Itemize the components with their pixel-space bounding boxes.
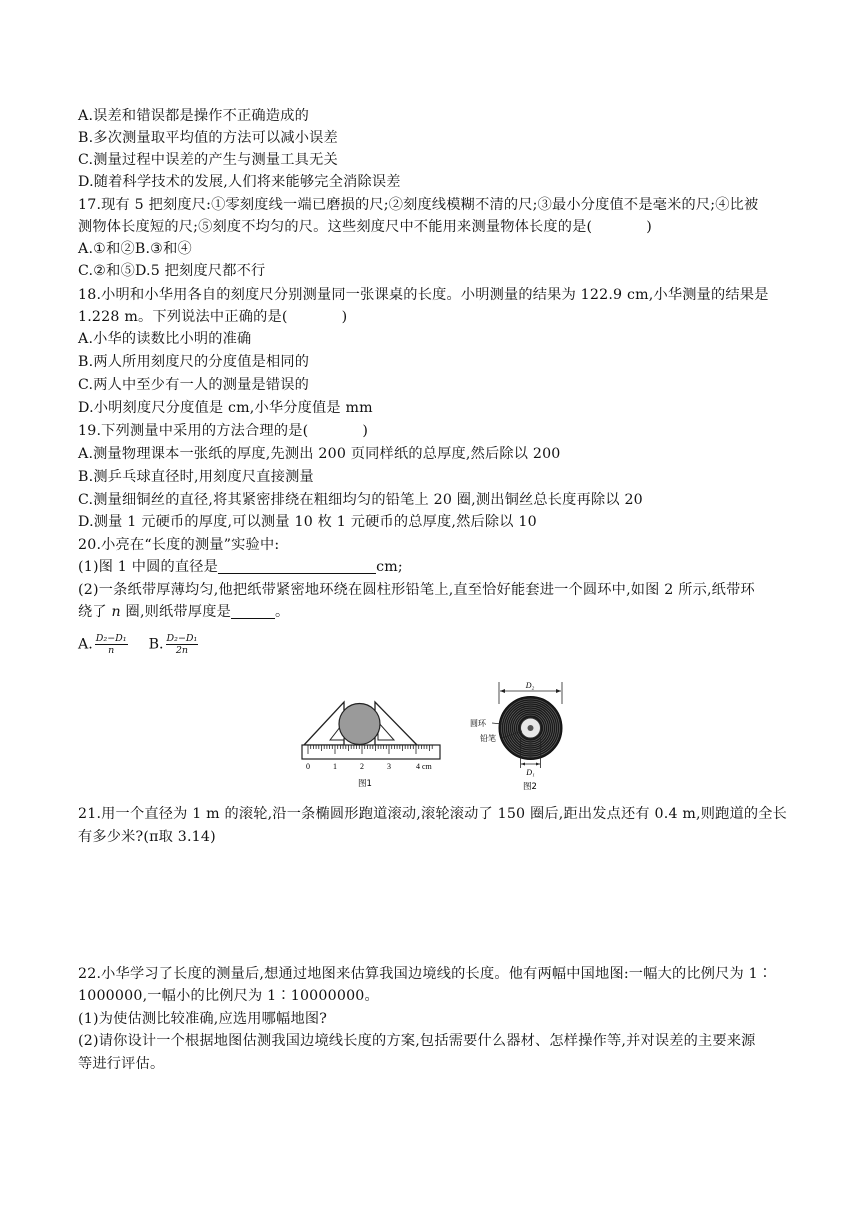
- q20-part2-line1: (2)一条纸带厚薄均匀,他把纸带紧密地环绕在圆柱形铅笔上,直至恰好能套进一个圆环中,如图 2 所示,纸带环: [78, 582, 755, 598]
- ruler-label: 2: [360, 762, 364, 771]
- q22-part1: (1)为使估测比较准确,应选用哪幅地图?: [78, 1011, 328, 1027]
- ruler-label: 1: [333, 762, 337, 771]
- q17-stem-line2: [78, 216, 652, 238]
- q19-option-d: D.测量 1 元硬币的厚度,可以测量 10 枚 1 元硬币的总厚度,然后除以 10: [78, 514, 537, 530]
- q18-paren-close: ): [341, 309, 348, 325]
- q20-part2-end: 。: [274, 604, 290, 620]
- q20-part2-line2: [78, 601, 289, 623]
- ruler-body: [302, 745, 440, 759]
- q20-option-a-label: A.: [78, 636, 93, 653]
- figure-1-caption: 图1: [358, 779, 372, 789]
- ruler-label: 3: [387, 762, 391, 771]
- q20-stem: 20.小亮在“长度的测量”实验中:: [78, 537, 280, 553]
- fraction-b-numerator: D₂−D₁: [166, 633, 198, 644]
- q17-paren-close: ): [646, 219, 653, 235]
- q18-stem-line2: [78, 306, 347, 328]
- d2-label: D₂: [525, 681, 535, 690]
- figure-2-tape-roll: [468, 678, 570, 792]
- variable-n: n: [111, 604, 121, 620]
- q20-part1-text: (1)图 1 中圆的直径是: [78, 559, 219, 575]
- q21-line1: 21.用一个直径为 1 m 的滚轮,沿一条椭圆形跑道滚动,滚轮滚动了 150 圈后,距出发点还有 0.4 m,则跑道的全长: [78, 806, 788, 822]
- ruler-label: 4 cm: [416, 762, 432, 771]
- q18-option-b: B.两人所用刻度尺的分度值是相同的: [78, 354, 310, 370]
- q16-option-c: C.测量过程中误差的产生与测量工具无关: [78, 152, 338, 168]
- q19-option-c: C.测量细铜丝的直径,将其紧密排绕在粗细均匀的铅笔上 20 圈,测出铜丝总长度再除以 20: [78, 492, 643, 508]
- q18-stem-text: 1.228 m。下列说法中正确的是(: [78, 309, 288, 325]
- q16-option-d: D.随着科学技术的发展,人们将来能够完全消除误差: [78, 174, 401, 190]
- d1-label: D₁: [526, 768, 535, 777]
- q18-option-c: C.两人中至少有一人的测量是错误的: [78, 377, 310, 393]
- q16-option-a: A.误差和错误都是操作不正确造成的: [78, 108, 309, 124]
- q22-line2: 1000000,一幅小的比例尺为 1∶10000000。: [78, 988, 379, 1004]
- q22-line1: 22.小华学习了长度的测量后,想通过地图来估算我国边境线的长度。他有两幅中国地图:一幅大的比例尺为 1∶: [78, 966, 773, 982]
- q20-part2-text-2: 圈,则纸带厚度是: [120, 604, 231, 620]
- q19-stem: [78, 420, 368, 442]
- q16-option-b: B.多次测量取平均值的方法可以减小误差: [78, 130, 338, 146]
- q20-options: [78, 633, 200, 656]
- q22-part2-line2: 等进行评估。: [78, 1056, 165, 1072]
- q20-option-b-label: B.: [148, 636, 164, 653]
- fraction-a: [95, 633, 128, 656]
- answer-blank[interactable]: [231, 602, 275, 619]
- figure-2-caption: 图2: [523, 782, 537, 792]
- q19-option-a: A.测量物理课本一张纸的厚度,先测出 200 页同样纸的总厚度,然后除以 200: [78, 446, 561, 462]
- q17-options-cd: C.②和⑤D.5 把刻度尺都不行: [78, 263, 266, 279]
- fraction-a-denominator: n: [108, 645, 115, 656]
- q17-stem-line1: 17.现有 5 把刻度尺:①零刻度线一端已磨损的尺;②刻度线模糊不清的尺;③最小分度值不是毫米的尺;④比被: [78, 197, 759, 213]
- ruler-label: 0: [306, 762, 310, 771]
- fraction-a-numerator: D₂−D₁: [95, 633, 127, 644]
- pencil-lead: [528, 725, 534, 731]
- q18-option-a: A.小华的读数比小明的准确: [78, 331, 252, 347]
- q20-part2-text: 绕了: [78, 604, 112, 620]
- q19-option-b: B.测乒乓球直径时,用刻度尺直接测量: [78, 469, 314, 485]
- q17-options-ab: A.①和②B.③和④: [78, 241, 192, 257]
- figure-1-ruler-circle: [300, 696, 442, 791]
- fraction-b: [166, 633, 199, 656]
- fraction-b-denominator: 2n: [175, 645, 189, 656]
- q18-stem-line1: 18.小明和小华用各自的刻度尺分别测量同一张课桌的长度。小明测量的结果为 122.9 cm,小华测量的结果是: [78, 287, 769, 303]
- answer-blank[interactable]: [218, 557, 376, 574]
- pencil-label: 铅笔: [480, 734, 496, 743]
- q21-line2: 有多少米?(π取 3.14): [78, 829, 216, 845]
- measured-circle: [339, 704, 380, 745]
- q20-part1-unit: cm;: [376, 559, 403, 575]
- q22-part2-line1: (2)请你设计一个根据地图估测我国边境线长度的方案,包括需要什么器材、怎样操作等,并对误差的主要来源: [78, 1033, 756, 1049]
- q19-stem-text: 19.下列测量中采用的方法合理的是(: [78, 423, 309, 439]
- q18-option-d: D.小明刻度尺分度值是 cm,小华分度值是 mm: [78, 400, 373, 416]
- ring-label: 圆环: [470, 719, 486, 728]
- q19-paren-close: ): [362, 423, 369, 439]
- q17-stem-text: 测物体长度短的尺;⑤刻度不均匀的尺。这些刻度尺中不能用来测量物体长度的是(: [78, 219, 593, 235]
- q20-part1: [78, 556, 403, 578]
